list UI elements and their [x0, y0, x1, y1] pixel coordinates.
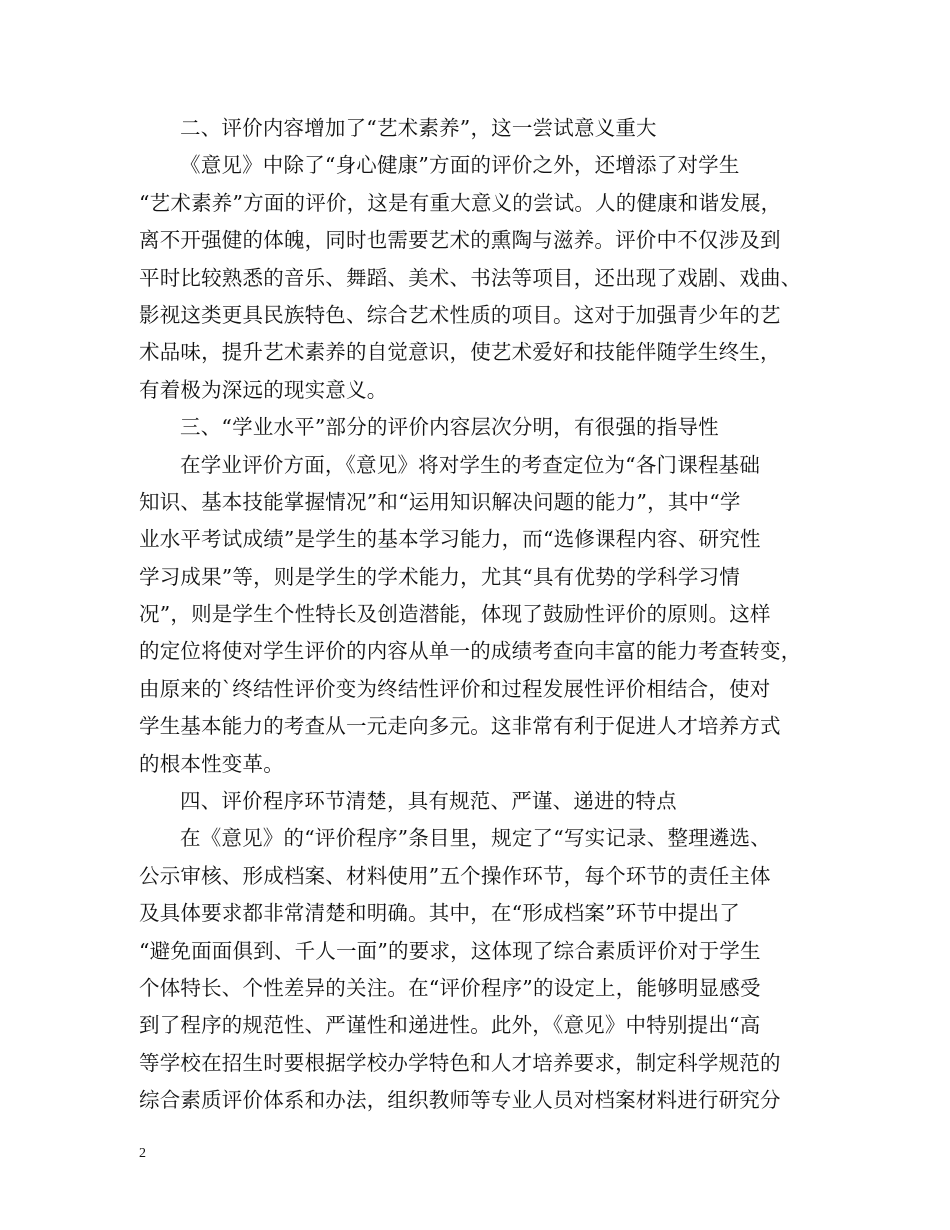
text-line: 等学校在招生时要根据学校办学特色和人才培养要求，制定科学规范的: [139, 1050, 781, 1075]
paragraph-first-line: 三、“学业水平”部分的评价内容层次分明，有很强的指导性: [180, 415, 719, 440]
document-body: [139, 110, 825, 1120]
text-line: 的根本性变革。: [139, 751, 284, 776]
text-line: 况”，则是学生个性特长及创造潜能，体现了鼓励性评价的原则。这样: [139, 602, 771, 627]
text-line: 知识、基本技能掌握情况”和“运用知识解决问题的能力”，其中“学: [139, 489, 741, 514]
text-line: 个体特长、个性差异的关注。在“评价程序”的设定上，能够明显感受: [139, 975, 761, 1000]
paragraph-first-line: 在《意见》的“评价程序”条目里，规定了“写实记录、整理遴选、: [180, 826, 771, 851]
text-line: 离不开强健的体魄，同时也需要艺术的熏陶与滋养。评价中不仅涉及到: [139, 228, 781, 253]
text-line: 的定位将使对学生评价的内容从单一的成绩考查向丰富的能力考查转变，: [139, 639, 802, 664]
text-line: 影视这类更具民族特色、综合艺术性质的项目。这对于加强青少年的艺: [139, 302, 781, 327]
text-line: “避免面面俱到、千人一面”的要求，这体现了综合素质评价对于学生: [139, 938, 761, 963]
text-line: “艺术素养”方面的评价，这是有重大意义的尝试。人的健康和谐发展，: [139, 190, 782, 215]
text-line: 有着极为深远的现实意义。: [139, 377, 388, 402]
text-line: 学生基本能力的考查从一元走向多元。这非常有利于促进人才培养方式: [139, 714, 781, 739]
text-line: 学习成果”等，则是学生的学术能力，尤其“具有优势的学科学习情: [139, 564, 740, 589]
text-line: 业水平考试成绩”是学生的基本学习能力，而“选修课程内容、研究性: [139, 527, 761, 552]
page-number: 2: [139, 1146, 146, 1161]
text-line: 及具体要求都非常清楚和明确。其中，在“形成档案”环节中提出了: [139, 901, 740, 926]
text-line: 术品味，提升艺术素养的自觉意识，使艺术爱好和技能伴随学生终生，: [139, 340, 781, 365]
paragraph-first-line: 《意见》中除了“身心健康”方面的评价之外，还增添了对学生: [180, 153, 740, 178]
paragraph-first-line: 在学业评价方面，《意见》将对学生的考查定位为“各门课程基础: [180, 452, 761, 477]
paragraph-first-line: 四、评价程序环节清楚，具有规范、严谨、递进的特点: [180, 789, 677, 814]
text-line: 到了程序的规范性、严谨性和递进性。此外，《意见》中特别提出“高: [139, 1013, 761, 1038]
text-line: 平时比较熟悉的音乐、舞蹈、美术、书法等项目，还出现了戏剧、戏曲、: [139, 265, 802, 290]
text-line: 由原来的`终结性评价变为终结性评价和过程发展性评价相结合，使对: [139, 676, 771, 701]
text-line: 公示审核、形成档案、材料使用”五个操作环节，每个环节的责任主体: [139, 863, 771, 888]
paragraph-first-line: 二、评价内容增加了“艺术素养”，这一尝试意义重大: [180, 116, 657, 140]
text-line: 综合素质评价体系和办法，组织教师等专业人员对档案材料进行研究分: [139, 1088, 781, 1113]
